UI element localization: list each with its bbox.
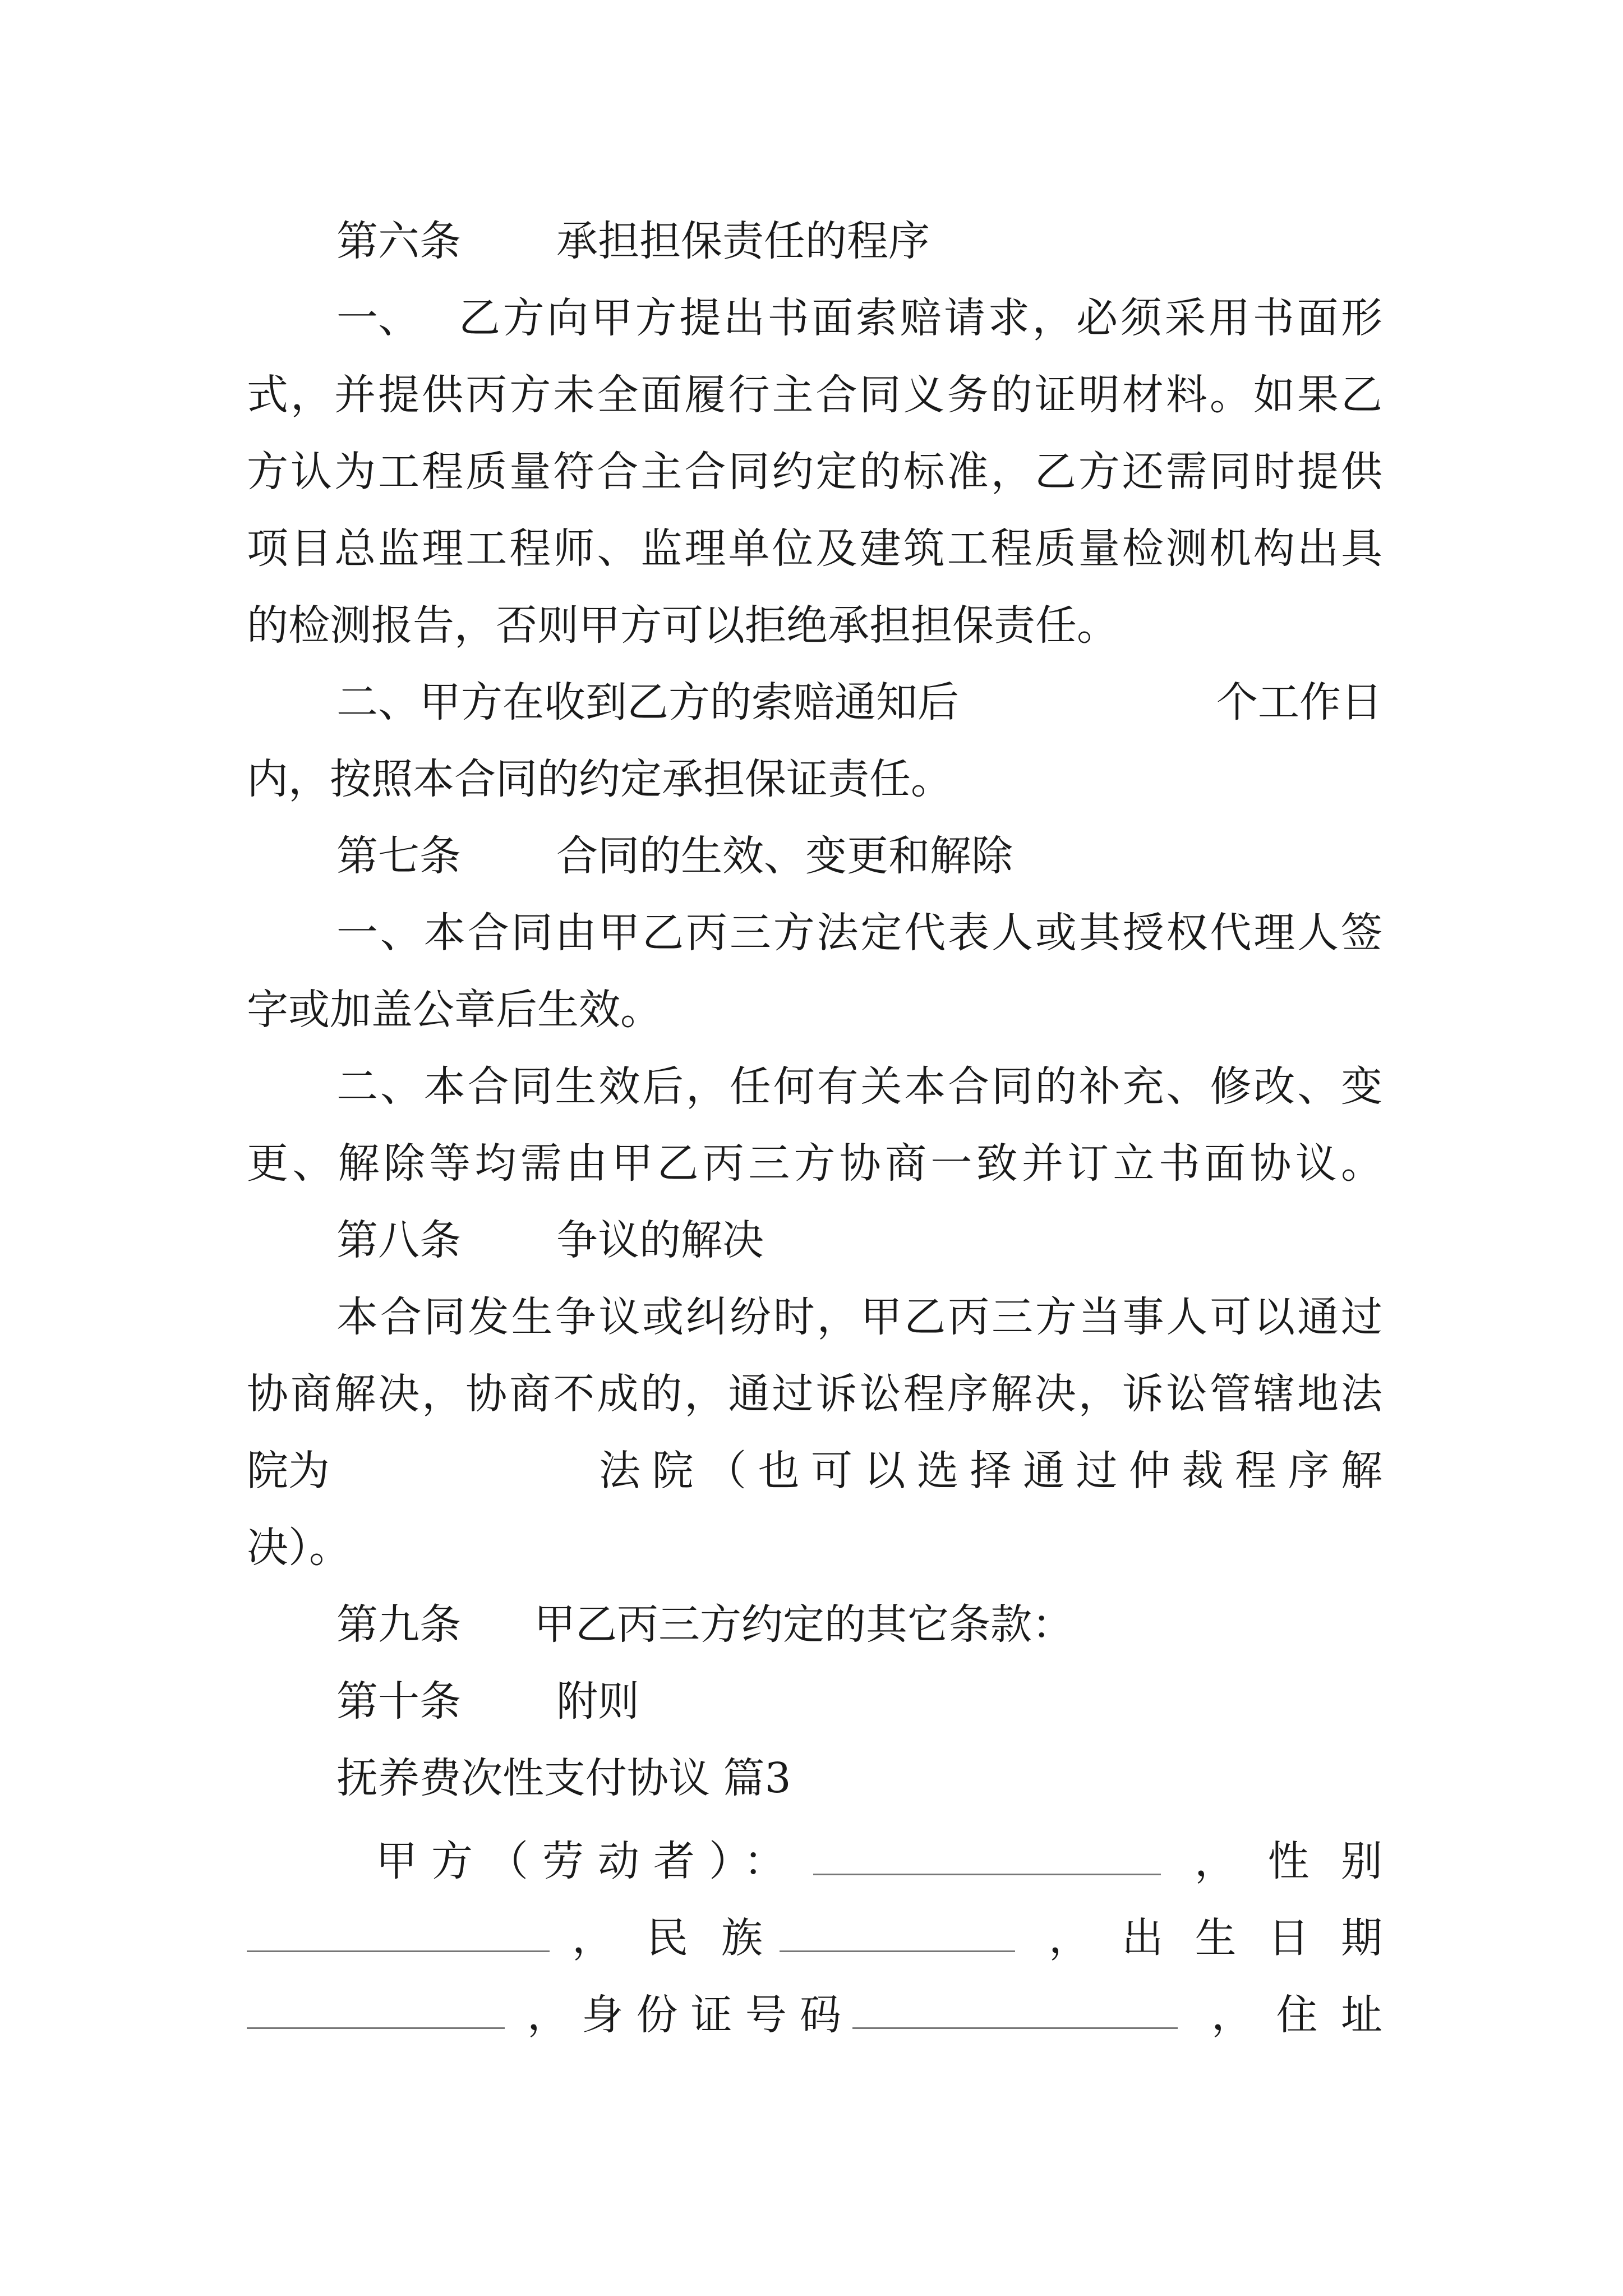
article6-para1-line2: 式，并提供丙方未全面履行主合同义务的证明材料。如果乙 xyxy=(247,371,1382,419)
gender-blank[interactable] xyxy=(247,1901,550,1952)
ethnicity-blank[interactable] xyxy=(780,1901,1015,1952)
gender-label: ，性别 xyxy=(1195,1837,1382,1885)
article8-para-line3-after: 法院（也可以选择通过仲裁程序解 xyxy=(599,1447,1382,1495)
article6-heading xyxy=(336,210,930,272)
birth-date-blank[interactable] xyxy=(247,1978,505,2029)
article7-para1-line2: 字或加盖公章后生效。 xyxy=(247,986,662,1034)
address-label: ，住址 xyxy=(1211,1991,1382,2039)
section3-line1 xyxy=(376,1824,1382,1886)
article6-para1-line4: 项目总监理工程师、监理单位及建筑工程质量检测机构出具 xyxy=(247,524,1382,573)
article7-para1-line1: 一、本合同由甲乙丙三方法定代表人或其授权代理人签 xyxy=(336,909,1382,957)
article10-heading xyxy=(336,1671,639,1732)
article6-heading-number: 第六条 xyxy=(336,217,461,265)
article8-heading-number: 第八条 xyxy=(336,1216,461,1264)
article6-heading-title: 承担担保责任的程序 xyxy=(556,217,930,265)
article6-para2-line2: 内，按照本合同的约定承担保证责任。 xyxy=(247,755,952,803)
article8-para-line2: 协商解决，协商不成的，通过诉讼程序解决，诉讼管辖地法 xyxy=(247,1370,1382,1418)
article6-para1-line3: 方认为工程质量符合主合同约定的标准，乙方还需同时提供 xyxy=(247,448,1382,496)
article6-para2-line1 xyxy=(336,671,1382,733)
section3-title: 抚养费次性支付协议 篇3 xyxy=(336,1754,791,1802)
article7-para2-line2: 更、解除等均需由甲乙丙三方协商一致并订立书面协议。 xyxy=(247,1139,1382,1188)
section3-line2 xyxy=(247,1901,1382,1963)
article9-heading-title: 甲乙丙三方约定的其它条款： xyxy=(534,1600,1073,1649)
article9-heading xyxy=(336,1594,1073,1655)
article7-para2-line1: 二、本合同生效后，任何有关本合同的补充、修改、变 xyxy=(336,1062,1382,1111)
party-a-name-blank[interactable] xyxy=(813,1824,1161,1875)
article7-heading xyxy=(336,825,1013,887)
article6-para1-line1 xyxy=(336,287,1382,349)
article10-heading-number: 第十条 xyxy=(336,1677,461,1726)
article9-heading-number: 第九条 xyxy=(336,1600,461,1649)
article8-heading-title: 争议的解决 xyxy=(556,1216,764,1264)
article8-para-line4: 决）。 xyxy=(247,1524,351,1572)
article6-para1-lead: 一、 xyxy=(336,294,419,342)
article8-heading xyxy=(336,1209,764,1271)
article6-para2-before: 二、甲方在收到乙方的索赔通知后 xyxy=(336,678,959,726)
id-number-blank[interactable] xyxy=(852,1978,1178,2029)
article10-heading-title: 附则 xyxy=(556,1677,639,1726)
birth-date-label: ，出生日期 xyxy=(1049,1914,1382,1962)
party-a-label: 甲方（劳动者）： xyxy=(376,1837,785,1885)
article7-heading-title: 合同的生效、变更和解除 xyxy=(556,832,1013,880)
ethnicity-label: ，民族 xyxy=(572,1914,763,1962)
article7-heading-number: 第七条 xyxy=(336,832,461,880)
article6-para1-text: 乙方向甲方提出书面索赔请求，必须采用书面形 xyxy=(459,294,1382,342)
id-number-label: ，身份证号码 xyxy=(527,1991,841,2039)
article6-para2-after: 个工作日 xyxy=(1216,678,1382,726)
article6-para1-line5: 的检测报告，否则甲方可以拒绝承担担保责任。 xyxy=(247,601,1118,650)
article8-para-line1: 本合同发生争议或纠纷时，甲乙丙三方当事人可以通过 xyxy=(336,1293,1382,1341)
article8-para-line3-before: 院为 xyxy=(247,1447,330,1495)
section3-line3 xyxy=(247,1978,1382,2040)
article8-para-line3 xyxy=(247,1440,1382,1502)
